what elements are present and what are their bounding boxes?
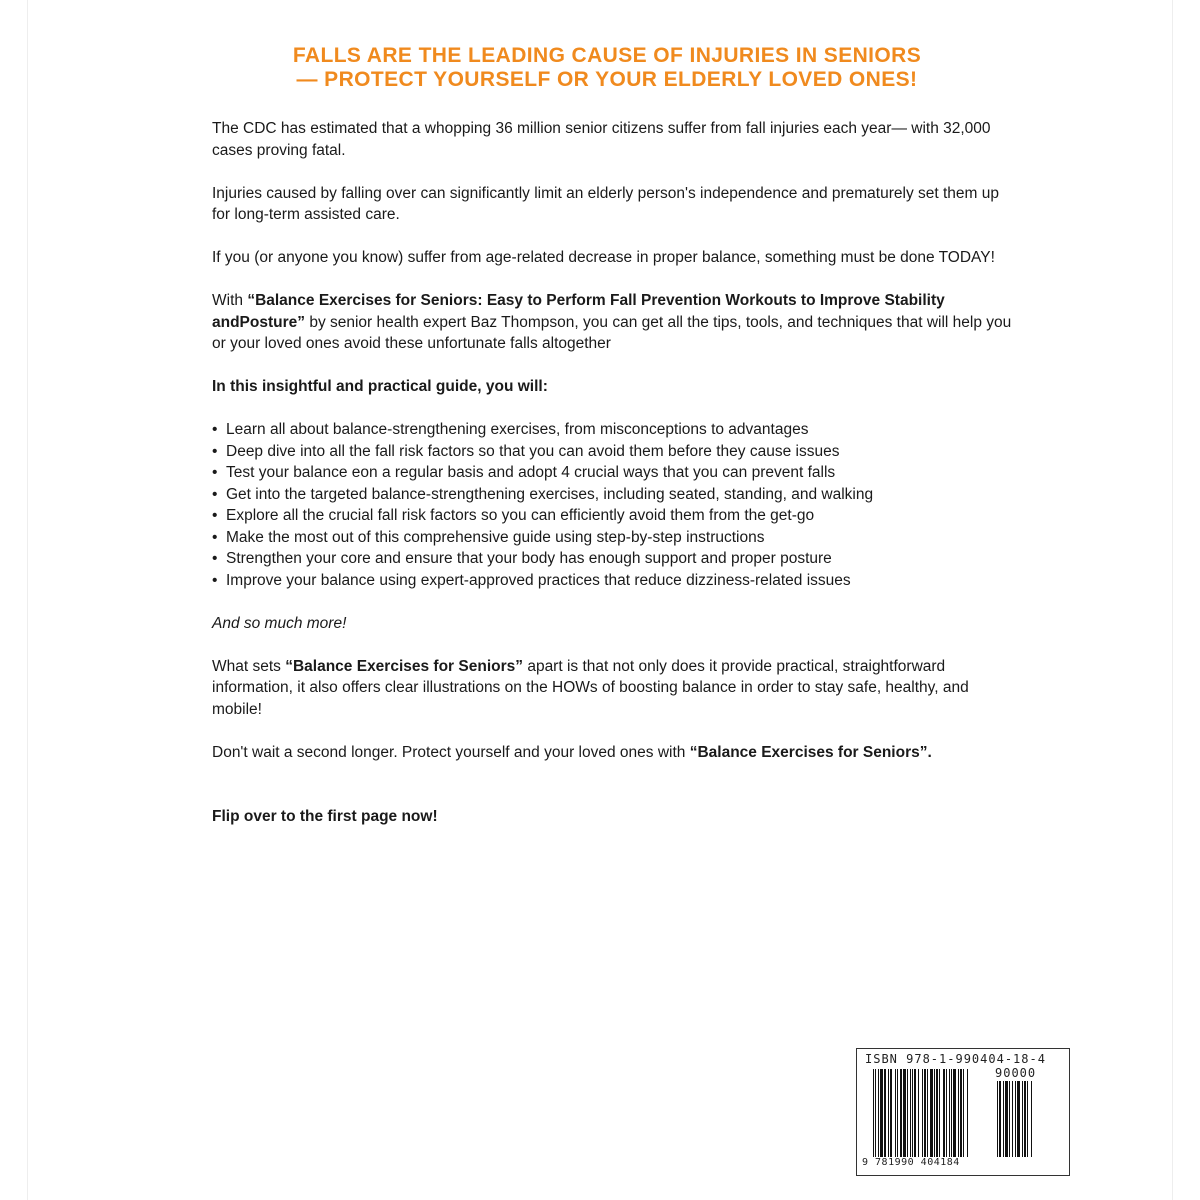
book-back-cover xyxy=(28,0,1172,1200)
list-item: • Deep dive into all the fall risk factors so that you can avoid them before they cause issues xyxy=(212,441,1012,463)
list-item: • Explore all the crucial fall risk factors so you can efficiently avoid them from the get-go xyxy=(212,505,1012,527)
and-more-text: And so much more! xyxy=(212,614,347,632)
injuries-paragraph: Injuries caused by falling over can significantly limit an elderly person's independence and prematurely set them up for long-term assisted care. xyxy=(212,184,1000,223)
barcode-bars-icon xyxy=(873,1069,991,1157)
list-item: • Test your balance eon a regular basis and adopt 4 crucial ways that you can prevent falls xyxy=(212,462,1012,484)
sets-prefix: What sets xyxy=(212,657,286,675)
cdc-paragraph: The CDC has estimated that a whopping 36 million senior citizens suffer from fall injuries each year— with 32,000 cases proving fatal. xyxy=(212,120,991,159)
ean-number: 9 781990 404184 xyxy=(862,1157,960,1168)
price-addon-number: 90000 xyxy=(995,1066,1037,1080)
wait-paragraph xyxy=(212,742,1012,764)
book-title-full: “Balance Exercises for Seniors: Easy to Perform Fall Prevention Workouts to Improve Stability andPosture” xyxy=(212,292,945,331)
sets-suffix: apart is that not only does it provide practical, straightforward information, it also offers clear illustrations on the HOWs of boosting balance in order to stay safe, healthy, and mobile! xyxy=(212,657,969,718)
if-you-paragraph: If you (or anyone you know) suffer from age-related decrease in proper balance, something must be done TODAY! xyxy=(212,249,995,266)
addon-barcode-bars-icon xyxy=(997,1081,1061,1157)
list-item: • Make the most out of this comprehensive guide using step-by-step instructions xyxy=(212,527,1012,549)
headline-line-1: FALLS ARE THE LEADING CAUSE OF INJURIES IN SENIORS xyxy=(292,44,922,67)
list-item: • Improve your balance using expert-approved practices that reduce dizziness-related issues xyxy=(212,570,1012,592)
headline xyxy=(192,44,1022,92)
cover-text xyxy=(212,44,1012,849)
list-item: • Learn all about balance-strengthening exercises, from misconceptions to advantages xyxy=(212,419,1012,441)
benefit-list xyxy=(212,419,1012,591)
isbn-barcode xyxy=(856,1048,1070,1176)
isbn-number: ISBN 978-1-990404-18-4 xyxy=(865,1052,1046,1066)
headline-line-2: — PROTECT YOURSELF OR YOUR ELDERLY LOVED ONES! xyxy=(296,68,918,91)
wait-prefix: Don't wait a second longer. Protect yourself and your loved ones with xyxy=(212,743,690,761)
sets-apart-paragraph xyxy=(212,656,1012,721)
book-title-closing: “Balance Exercises for Seniors”. xyxy=(689,743,932,761)
list-item: • Strengthen your core and ensure that your body has enough support and proper posture xyxy=(212,548,1012,570)
guide-intro: In this insightful and practical guide, you will: xyxy=(212,378,548,395)
with-paragraph xyxy=(212,290,1012,355)
list-item: • Get into the targeted balance-strengthening exercises, including seated, standing, and walking xyxy=(212,484,1012,506)
with-prefix: With xyxy=(212,292,248,309)
book-title-short: “Balance Exercises for Seniors” xyxy=(285,657,524,675)
with-suffix: by senior health expert Baz Thompson, you can get all the tips, tools, and techniques that will help you or your loved ones avoid these unfortunate falls altogether xyxy=(212,313,1012,352)
flip-over-text: Flip over to the first page now! xyxy=(212,808,438,825)
